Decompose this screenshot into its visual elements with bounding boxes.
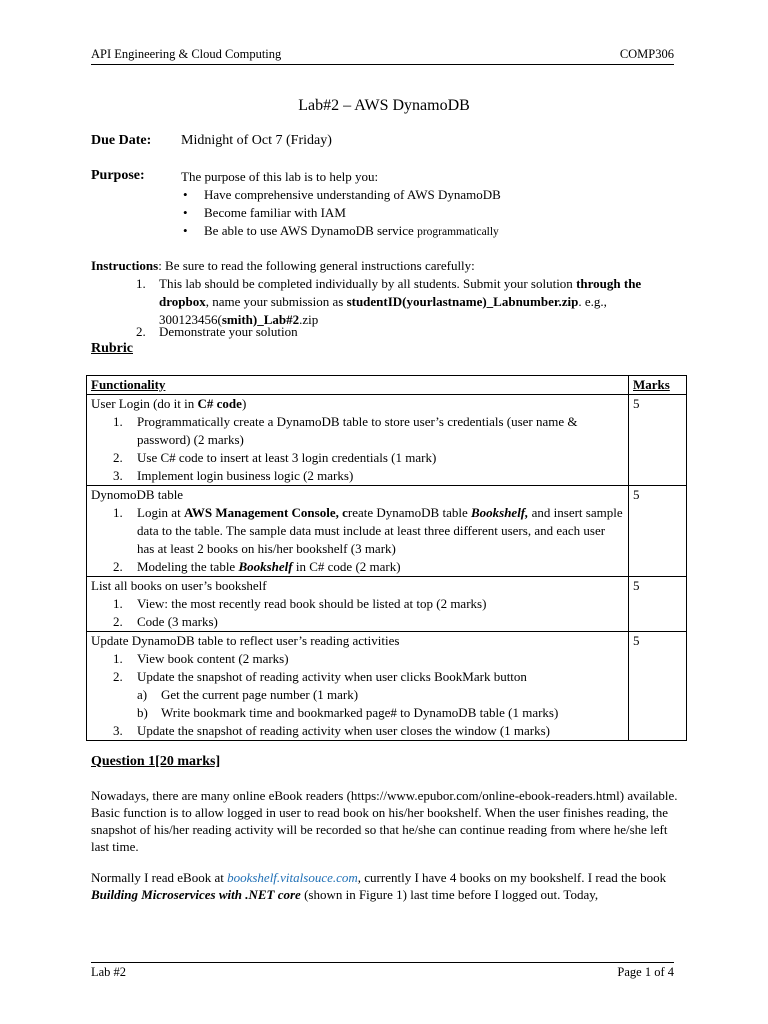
question-1-paragraph-1: Nowadays, there are many online eBook readers (https://www.epubor.com/online-ebook-readers.html) available. Basic function is to allow logged in user to read book on his/her bookshelf. When the user finishes reading, the snapshot of his/her reading activity will be recorded so that he/she can continue reading from where he/she left last time. <box>91 788 678 854</box>
table-row <box>87 395 687 486</box>
marks-cell: 5 <box>629 632 687 741</box>
purpose-label: Purpose: <box>91 168 145 183</box>
functionality-header: Functionality <box>87 376 629 395</box>
row-title: DynomoDB table <box>91 487 184 502</box>
list-item: 1. Programmatically create a DynamoDB table to store user’s credentials (user name & password) (2 marks) <box>113 414 578 447</box>
list-item: 2. Update the snapshot of reading activity when user clicks BookMark button <box>113 669 527 684</box>
row-title: Update DynamoDB table to reflect user’s reading activities <box>91 633 400 648</box>
marks-cell: 5 <box>629 577 687 632</box>
footer-lab-label: Lab #2 <box>91 965 127 979</box>
instructions-label: Instructions <box>91 258 159 273</box>
marks-cell: 5 <box>629 486 687 577</box>
list-item: 1. View book content (2 marks) <box>113 651 289 666</box>
marks-header: Marks <box>629 376 687 395</box>
course-name: API Engineering & Cloud Computing <box>91 47 282 61</box>
list-item: 1. View: the most recently read book should be listed at top (2 marks) <box>113 596 487 611</box>
instructions-text: : Be sure to read the following general instructions carefully: <box>158 258 475 273</box>
purpose-list <box>181 186 501 241</box>
purpose-item: • Become familiar with IAM <box>181 204 501 222</box>
page-footer <box>91 962 674 981</box>
rubric-table <box>86 375 687 741</box>
instructions <box>91 257 681 275</box>
purpose-item: • Be able to use AWS DynamoDB service programmatically <box>181 222 501 241</box>
page-number: Page 1 of 4 <box>617 965 674 979</box>
row-title: List all books on user’s bookshelf <box>91 578 267 593</box>
document-title: Lab#2 – AWS DynamoDB <box>298 97 470 114</box>
bookshelf-link[interactable]: bookshelf.vitalsouce.com <box>227 870 358 885</box>
list-item: 1. Login at AWS Management Console, create DynamoDB table Bookshelf, and insert sample data to the table. The sample data must include at least three different users, and each user has at least 2 books on his/her bookshelf (3 mark) <box>113 505 623 556</box>
purpose-item: • Have comprehensive understanding of AWS DynamoDB <box>181 186 501 204</box>
list-item: 2. Use C# code to insert at least 3 login credentials (1 mark) <box>113 450 437 465</box>
sub-item: a) Get the current page number (1 mark) <box>137 687 359 702</box>
list-item: 3. Update the snapshot of reading activity when user closes the window (1 marks) <box>113 723 551 738</box>
rubric-heading: Rubric <box>91 341 133 356</box>
list-item: 2. Modeling the table Bookshelf in C# code (2 mark) <box>113 559 401 574</box>
table-row <box>87 486 687 577</box>
page-header <box>91 47 674 65</box>
row-title: User Login (do it in C# code) <box>91 396 247 411</box>
question-1-paragraph-2: Normally I read eBook at bookshelf.vitalsouce.com, currently I have 4 books on my bookshelf. I read the book Building Microservices with .NET core (shown in Figure 1) last time before I logged out. Today, <box>91 870 667 902</box>
purpose-intro: The purpose of this lab is to help you: <box>181 169 379 184</box>
course-code: COMP306 <box>619 47 674 61</box>
table-row <box>87 577 687 632</box>
due-date-label: Due Date: <box>91 133 152 148</box>
due-date-value: Midnight of Oct 7 (Friday) <box>181 133 332 148</box>
marks-cell: 5 <box>629 395 687 486</box>
sub-item: b) Write bookmark time and bookmarked page# to DynamoDB table (1 marks) <box>137 705 559 720</box>
list-item: 3. Implement login business logic (2 marks) <box>113 468 354 483</box>
table-header-row <box>87 376 687 395</box>
table-row <box>87 632 687 741</box>
list-item: 2. Code (3 marks) <box>113 614 218 629</box>
question-1-heading: Question 1[20 marks] <box>91 754 221 769</box>
